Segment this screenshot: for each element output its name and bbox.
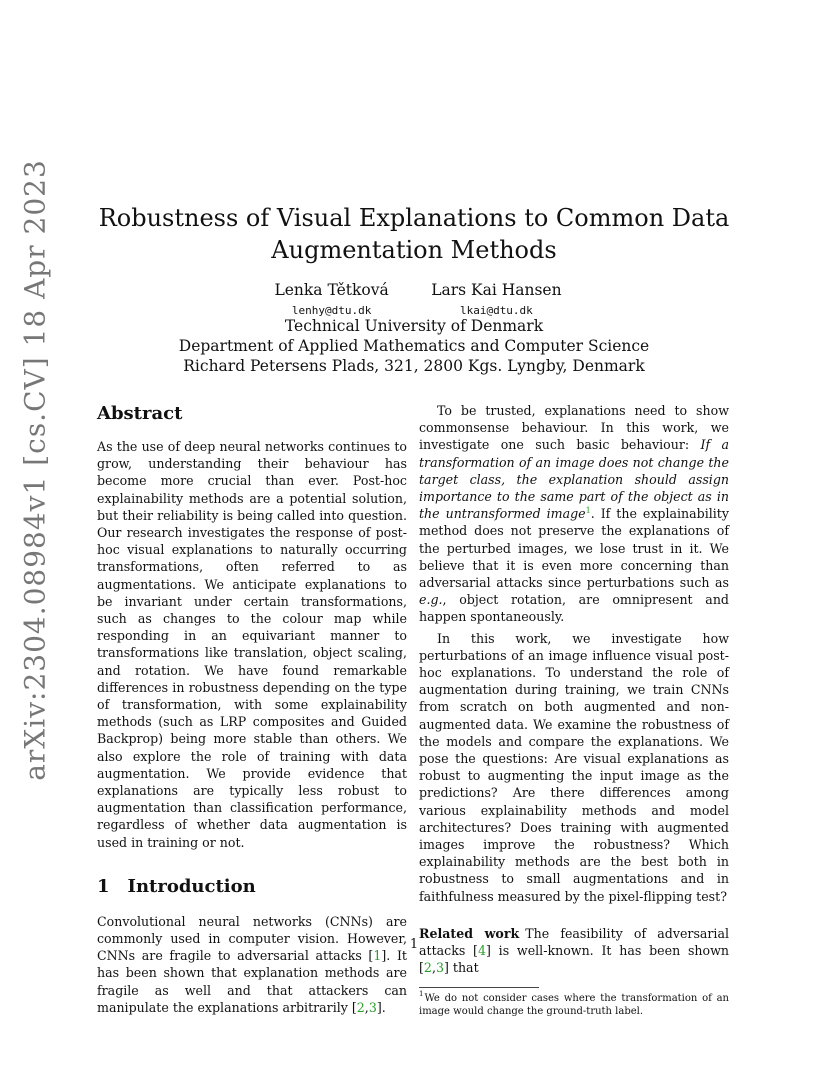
citation-link[interactable]: 2 [356,999,365,1015]
affiliation-line: Richard Petersens Plads, 321, 2800 Kgs. Lyngby, Denmark [183,357,645,375]
emphasized-text: e.g. [419,592,443,608]
citation-link[interactable]: 2 [423,960,432,976]
text-run: ] that [443,960,479,976]
right-column [419,402,729,1018]
citation-link[interactable]: 3 [435,960,444,976]
body-paragraph: In this work, we investigate how perturbations of an image influence visual post-hoc explanations. To understand the role of augmentation during training, we train CNNs from scratch on both augmented and non-augmented data. We examine the robustness of the models and compare the explanations. We pose the questions: Are visual explanations as robust to augmenting the input image as the predictions? Are there differences among various explainability methods and model architectures? Does training with augmented images improve the robustness? Which explainability methods are the best both in robustness to small augmentations and in faithfulness measured by the pixel-flipping test? [419,630,729,904]
page-number: 1 [409,937,419,952]
emphasized-text: If a transformation of an image does not change the target class, the explanation should assign importance to the same part of the object as in the untransformed image [419,437,729,522]
footnote-text: We do not consider cases where the transformation of an image would change the ground-truth label. [419,992,729,1017]
abstract-heading: Abstract [97,403,183,424]
text-run: Convolutional neural networks (CNNs) are commonly used in computer vision. However, CNNs are fragile to adversarial attacks [ [97,913,407,964]
author-list [0,280,828,320]
abstract-text: As the use of deep neural networks continues to grow, understanding their behaviour has become more crucial than ever. Post-hoc explainability methods are a potential solution, but their reliability is being called into question. Our research investigates the response of post-hoc visual explanations to naturally occurring transformations, often referred to as augmentations. We anticipate explanations to be invariant under certain transformations, such as changes to the colour map while responding in an equivariant manner to transformations like translation, object scaling, and rotation. We have found remarkable differences in robustness depending on the type of transformation, with some explainability methods (such as LRP composites and Guided Backprop) being more stable than others. We also explore the role of training with data augmentation. We provide evidence that explanations are typically less robust to augmentation than classification performance, regardless of whether data augmentation is used in training or not. [97,439,407,850]
text-run: ]. It has been shown that explanation methods are fragile as well and that attackers can manipulate the explanations arbitrarily [ [97,948,407,1015]
section-number: 1 [97,875,110,897]
citation-link[interactable]: 1 [373,948,382,964]
author-name: Lars Kai Hansen [431,281,562,299]
affiliation [0,316,828,376]
footnote-marker[interactable]: 1 [585,506,591,516]
text-run: The feasibility of adversarial attacks [ [419,925,730,959]
related-work-heading: Related work [419,925,520,941]
arxiv-side-stamp: arXiv:2304.08984v1 [cs.CV] 18 Apr 2023 [18,159,52,781]
citation-link[interactable]: 4 [477,943,486,959]
affiliation-line: Department of Applied Mathematics and Computer Science [178,337,650,355]
footnote [419,992,729,1018]
text-run: To be trusted, explanations need to show commonsense behaviour. In this work, we investigate one such basic behaviour: [419,403,729,453]
author-2 [416,280,576,320]
author-1 [252,280,412,320]
left-column [97,402,407,1016]
footnote-divider [419,987,539,988]
text-run: ]. [376,999,386,1015]
author-name: Lenka Tětková [274,281,389,299]
text-run: , [364,999,369,1015]
section-title: Introduction [127,875,256,897]
affiliation-line: Technical University of Denmark [284,317,544,335]
introduction-paragraph [97,913,407,1016]
author-email[interactable]: lkai@dtu.dk [459,304,533,317]
footnote-number: 1 [419,990,424,999]
author-email[interactable]: lenhy@dtu.dk [291,304,372,317]
text-run: . If the explainability method does not preserve the explanations of the perturbed images, we lose trust in it. We believe that it is even more concerning than adversarial attacks since perturbations such as [419,506,729,591]
citation-link[interactable]: 3 [368,999,377,1015]
text-run: , [431,960,436,976]
text-run: , object rotation, are omnipresent and happen spontaneously. [419,592,729,625]
introduction-heading [97,875,407,899]
body-paragraph [419,402,729,626]
paper-title: Robustness of Visual Explanations to Common Data Augmentation Methods [98,204,730,264]
text-run: ] is well-known. It has been shown [ [419,943,729,976]
